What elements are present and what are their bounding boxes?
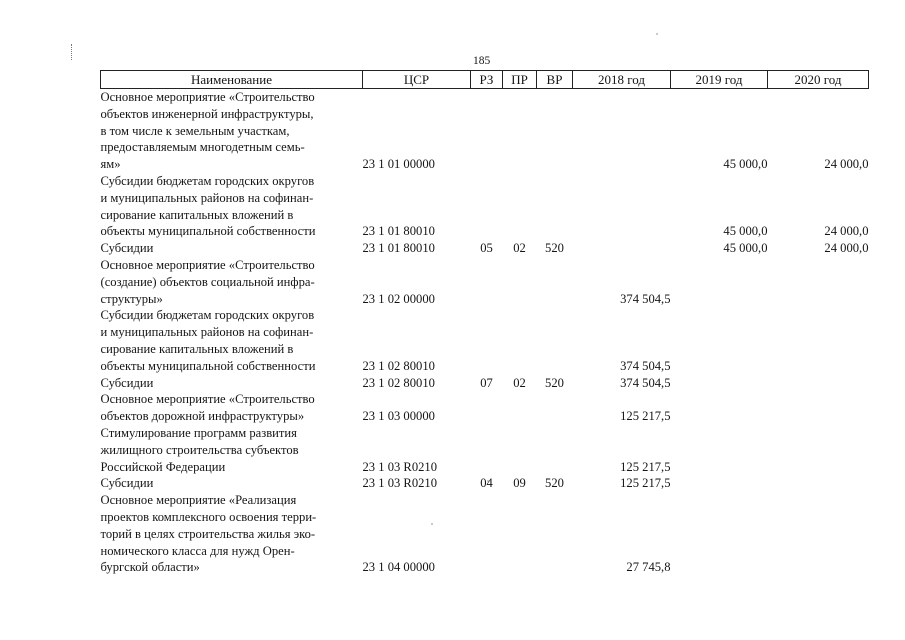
header-2019: 2019 год bbox=[671, 71, 768, 89]
cell-rz bbox=[471, 425, 503, 475]
cell-rz bbox=[471, 492, 503, 576]
cell-2020: 24 000,0 bbox=[824, 224, 869, 239]
name-line: Основное мероприятие «Строительство bbox=[100, 90, 315, 104]
cell-2019: 45 000,0 bbox=[723, 224, 768, 239]
cell-csr: 23 1 04 00000 bbox=[362, 560, 435, 575]
cell-2019 bbox=[671, 492, 768, 576]
table-row bbox=[101, 391, 869, 425]
budget-table bbox=[100, 70, 869, 576]
cell-pr: 02 bbox=[513, 241, 526, 256]
cell-csr: 23 1 01 80010 bbox=[362, 224, 435, 239]
cell-vr bbox=[537, 391, 573, 425]
cell-2020 bbox=[768, 425, 869, 475]
cell-2019 bbox=[671, 425, 768, 475]
cell-csr: 23 1 03 R0210 bbox=[362, 459, 438, 474]
name-line: номического класса для нужд Орен- bbox=[100, 543, 295, 558]
header-2018: 2018 год bbox=[573, 71, 671, 89]
cell-vr bbox=[537, 425, 573, 475]
cell-2019 bbox=[671, 391, 768, 425]
cell-name bbox=[101, 257, 363, 307]
cell-2019 bbox=[671, 257, 768, 307]
name-line: Основное мероприятие «Строительство bbox=[100, 257, 315, 272]
cell-2020 bbox=[768, 257, 869, 307]
name-line: жилищного строительства субъектов bbox=[100, 442, 299, 457]
cell-name bbox=[101, 425, 363, 475]
table-row bbox=[101, 89, 869, 173]
cell-pr bbox=[503, 307, 537, 374]
cell-vr: 520 bbox=[545, 375, 564, 390]
name-line: объекты муниципальной собственности bbox=[100, 224, 316, 239]
table-row bbox=[101, 173, 869, 240]
name-line: Стимулирование программ развития bbox=[100, 425, 297, 440]
cell-2018 bbox=[573, 240, 671, 257]
name-line: и муниципальных районов на софинан- bbox=[100, 325, 314, 340]
cell-2020 bbox=[768, 307, 869, 374]
name-line: предоставляемым многодетным семь- bbox=[100, 140, 305, 155]
cell-2019 bbox=[671, 307, 768, 374]
name-line: Основное мероприятие «Реализация bbox=[100, 493, 297, 508]
cell-name bbox=[101, 475, 363, 492]
cell-rz bbox=[471, 173, 503, 240]
cell-2018: 374 504,5 bbox=[620, 375, 671, 390]
cell-name bbox=[101, 89, 363, 173]
name-line: сирование капитальных вложений в bbox=[100, 341, 294, 356]
cell-pr bbox=[503, 492, 537, 576]
cell-name bbox=[101, 307, 363, 374]
scan-speck bbox=[656, 33, 658, 35]
cell-2018: 27 745,8 bbox=[626, 560, 671, 575]
cell-pr bbox=[503, 89, 537, 173]
table-row bbox=[101, 492, 869, 576]
header-2020: 2020 год bbox=[768, 71, 869, 89]
cell-pr bbox=[503, 257, 537, 307]
name-line: Субсидии bbox=[100, 375, 154, 390]
cell-name bbox=[101, 375, 363, 392]
cell-rz: 05 bbox=[480, 241, 493, 256]
cell-vr bbox=[537, 89, 573, 173]
cell-pr bbox=[503, 391, 537, 425]
cell-vr: 520 bbox=[545, 476, 564, 491]
name-line: и муниципальных районов на софинан- bbox=[100, 190, 314, 205]
cell-2019 bbox=[671, 475, 768, 492]
cell-2018: 125 217,5 bbox=[620, 476, 671, 491]
cell-2018: 374 504,5 bbox=[620, 291, 671, 306]
cell-vr: 520 bbox=[545, 241, 564, 256]
cell-name bbox=[101, 391, 363, 425]
table-row bbox=[101, 425, 869, 475]
name-line: ям» bbox=[100, 157, 121, 172]
table-body bbox=[101, 89, 869, 577]
cell-rz: 07 bbox=[480, 375, 493, 390]
cell-csr: 23 1 02 00000 bbox=[362, 291, 435, 306]
margin-scan-mark bbox=[71, 44, 74, 60]
cell-pr bbox=[503, 173, 537, 240]
cell-2020: 24 000,0 bbox=[824, 157, 869, 172]
cell-name bbox=[101, 240, 363, 257]
name-line: в том числе к земельным участкам, bbox=[100, 123, 290, 138]
name-line: Основное мероприятие «Строительство bbox=[100, 392, 315, 407]
cell-vr bbox=[537, 173, 573, 240]
header-vr: ВР bbox=[537, 71, 573, 89]
cell-rz bbox=[471, 257, 503, 307]
table-row bbox=[101, 307, 869, 374]
table-header-row bbox=[101, 71, 869, 89]
table-row bbox=[101, 240, 869, 257]
cell-name bbox=[101, 492, 363, 576]
name-line: торий в целях строительства жилья эко- bbox=[100, 526, 316, 541]
cell-rz: 04 bbox=[480, 476, 493, 491]
name-line: структуры» bbox=[100, 291, 163, 306]
name-line: бургской области» bbox=[100, 560, 200, 575]
cell-2018 bbox=[573, 89, 671, 173]
cell-2020 bbox=[768, 475, 869, 492]
header-name: Наименование bbox=[101, 71, 363, 89]
cell-2020 bbox=[768, 492, 869, 576]
name-line: Субсидии бюджетам городских округов bbox=[100, 173, 315, 188]
cell-2019: 45 000,0 bbox=[723, 157, 768, 172]
name-line: Российской Федерации bbox=[100, 459, 226, 474]
cell-vr bbox=[537, 307, 573, 374]
cell-rz bbox=[471, 391, 503, 425]
cell-rz bbox=[471, 307, 503, 374]
table-row bbox=[101, 257, 869, 307]
name-line: (создание) объектов социальной инфра- bbox=[100, 274, 315, 289]
name-line: Субсидии bbox=[100, 476, 154, 491]
name-line: объекты муниципальной собственности bbox=[100, 358, 316, 373]
cell-csr: 23 1 03 00000 bbox=[362, 409, 435, 424]
name-line: сирование капитальных вложений в bbox=[100, 207, 294, 222]
cell-csr: 23 1 02 80010 bbox=[362, 375, 435, 390]
cell-csr: 23 1 01 80010 bbox=[362, 241, 435, 256]
cell-pr: 09 bbox=[513, 476, 526, 491]
cell-2020: 24 000,0 bbox=[824, 241, 869, 256]
page-number: 185 bbox=[473, 55, 491, 67]
cell-csr: 23 1 03 R0210 bbox=[362, 476, 438, 491]
cell-2020 bbox=[768, 375, 869, 392]
cell-csr: 23 1 01 00000 bbox=[362, 157, 435, 172]
cell-2019: 45 000,0 bbox=[723, 241, 768, 256]
cell-2019 bbox=[671, 375, 768, 392]
name-line: Субсидии бюджетам городских округов bbox=[100, 308, 315, 323]
cell-vr bbox=[537, 257, 573, 307]
name-line: объектов инженерной инфраструктуры, bbox=[100, 106, 314, 121]
header-pr: ПР bbox=[503, 71, 537, 89]
table-row bbox=[101, 375, 869, 392]
header-rz: РЗ bbox=[471, 71, 503, 89]
cell-pr: 02 bbox=[513, 375, 526, 390]
cell-2020 bbox=[768, 391, 869, 425]
cell-csr: 23 1 02 80010 bbox=[362, 358, 435, 373]
cell-rz bbox=[471, 89, 503, 173]
cell-2018: 125 217,5 bbox=[620, 409, 671, 424]
name-line: проектов комплексного освоения терри- bbox=[100, 509, 317, 524]
table-row bbox=[101, 475, 869, 492]
header-csr: ЦСР bbox=[363, 71, 471, 89]
cell-vr bbox=[537, 492, 573, 576]
cell-2018: 125 217,5 bbox=[620, 459, 671, 474]
name-line: объектов дорожной инфраструктуры» bbox=[100, 409, 305, 424]
cell-2018: 374 504,5 bbox=[620, 358, 671, 373]
name-line: Субсидии bbox=[100, 241, 154, 256]
cell-name bbox=[101, 173, 363, 240]
cell-pr bbox=[503, 425, 537, 475]
cell-2018 bbox=[573, 173, 671, 240]
